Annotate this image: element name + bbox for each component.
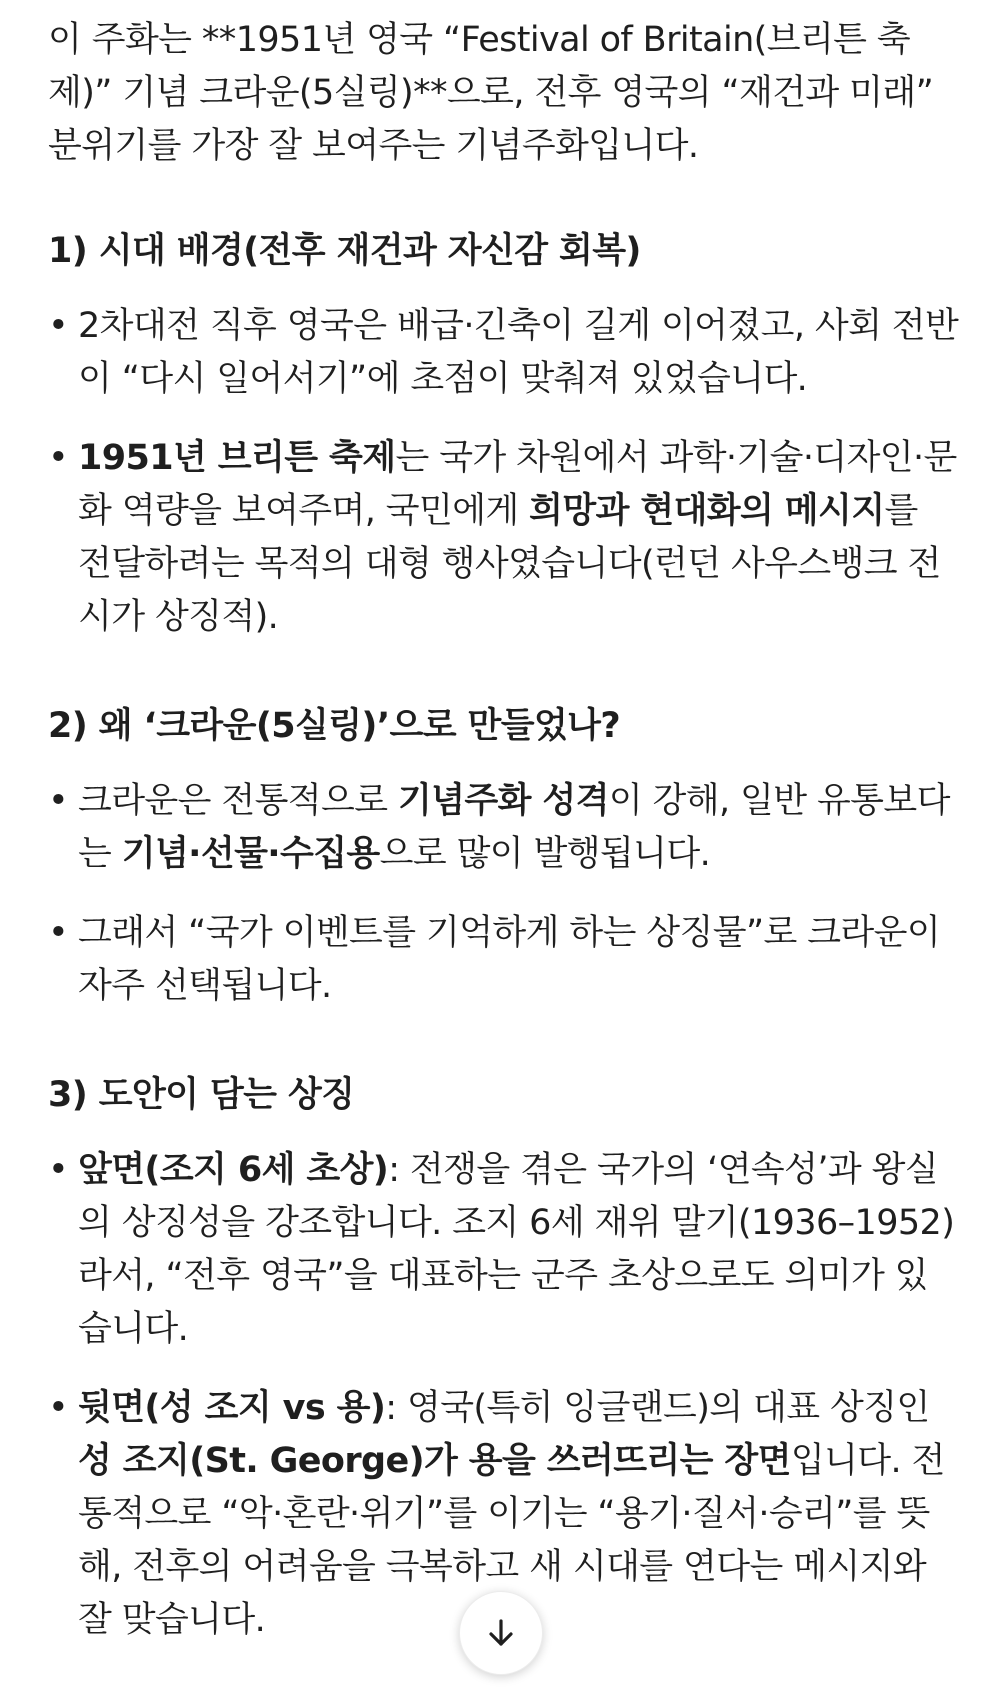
bold-text: 뒷면(성 조지 vs 용) xyxy=(78,1388,386,1428)
list-item-text: 는 국가 차원에서 과학·기술·디자인·문화 역량을 보여주며, 국민에게 xyxy=(78,438,957,531)
list-item-text: 크라운은 전통적으로 xyxy=(78,781,398,821)
list-item-text: 입니다. 전통적으로 “악·혼란·위기”를 이기는 “용기·질서·승리”를 뜻해, 전후의 어려움을 극복하고 새 시대를 연다는 메시지와 잘 맞습니다. xyxy=(78,1441,945,1640)
list-item-text: 그래서 “국가 이벤트를 기억하게 하는 상징물”로 크라운이 자주 선택됩니다. xyxy=(78,913,941,1006)
bold-text: 앞면(조지 6세 초상) xyxy=(78,1150,389,1190)
section-heading-why-crown: 2) 왜 ‘크라운(5실링)’으로 만들었나? xyxy=(48,706,621,746)
list-item xyxy=(48,432,960,644)
message-content xyxy=(48,14,960,1647)
section-3-list xyxy=(48,1144,960,1647)
list-item xyxy=(48,775,960,881)
bullet-marker: • xyxy=(48,1388,69,1428)
section-2-list xyxy=(48,775,960,1013)
bold-text: 성 조지(St. George)가 용을 쓰러뜨리는 장면 xyxy=(78,1441,791,1481)
section-1-list xyxy=(48,300,960,644)
list-item xyxy=(48,300,960,406)
scroll-to-bottom-button[interactable] xyxy=(459,1591,543,1675)
list-item xyxy=(48,1144,960,1356)
list-item-text: : 전쟁을 겪은 국가의 ‘연속성’과 왕실의 상징성을 강조합니다. 조지 6세 재위 말기(1936–1952)라서, “전후 영국”을 대표하는 군주 초상으로도 의미가 있습니다. xyxy=(78,1150,955,1349)
list-item-text: 를 전달하려는 목적의 대형 행사였습니다(런던 사우스뱅크 전시가 상징적). xyxy=(78,491,941,637)
bold-text: 기념주화 성격 xyxy=(397,781,609,821)
bullet-marker: • xyxy=(48,781,69,821)
section-heading-design-symbols: 3) 도안이 담는 상징 xyxy=(48,1075,355,1115)
bullet-marker: • xyxy=(48,306,69,346)
list-item xyxy=(48,907,960,1013)
bullet-marker: • xyxy=(48,913,69,953)
section-heading-background: 1) 시대 배경(전후 재건과 자신감 회복) xyxy=(48,231,641,271)
bold-text: 1951년 브리튼 축제 xyxy=(78,438,396,478)
arrow-down-icon xyxy=(484,1616,518,1650)
intro-paragraph: 이 주화는 **1951년 영국 “Festival of Britain(브리튼 축제)” 기념 크라운(5실링)**으로, 전후 영국의 “재건과 미래” 분위기를 가장 잘 보여주는 기념주화입니다. xyxy=(48,20,934,166)
bullet-marker: • xyxy=(48,1150,69,1190)
list-item-text: 2차대전 직후 영국은 배급·긴축이 길게 이어졌고, 사회 전반이 “다시 일어서기”에 초점이 맞춰져 있었습니다. xyxy=(78,306,959,399)
list-item-text: : 영국(특히 잉글랜드)의 대표 상징인 xyxy=(385,1388,930,1428)
list-item-text: 이 강해, 일반 유통보다는 xyxy=(78,781,950,874)
bold-text: 기념·선물·수집용 xyxy=(121,834,380,874)
bullet-marker: • xyxy=(48,438,69,478)
bold-text: 희망과 현대화의 메시지 xyxy=(529,491,885,531)
list-item-text: 으로 많이 발행됩니다. xyxy=(379,834,711,874)
